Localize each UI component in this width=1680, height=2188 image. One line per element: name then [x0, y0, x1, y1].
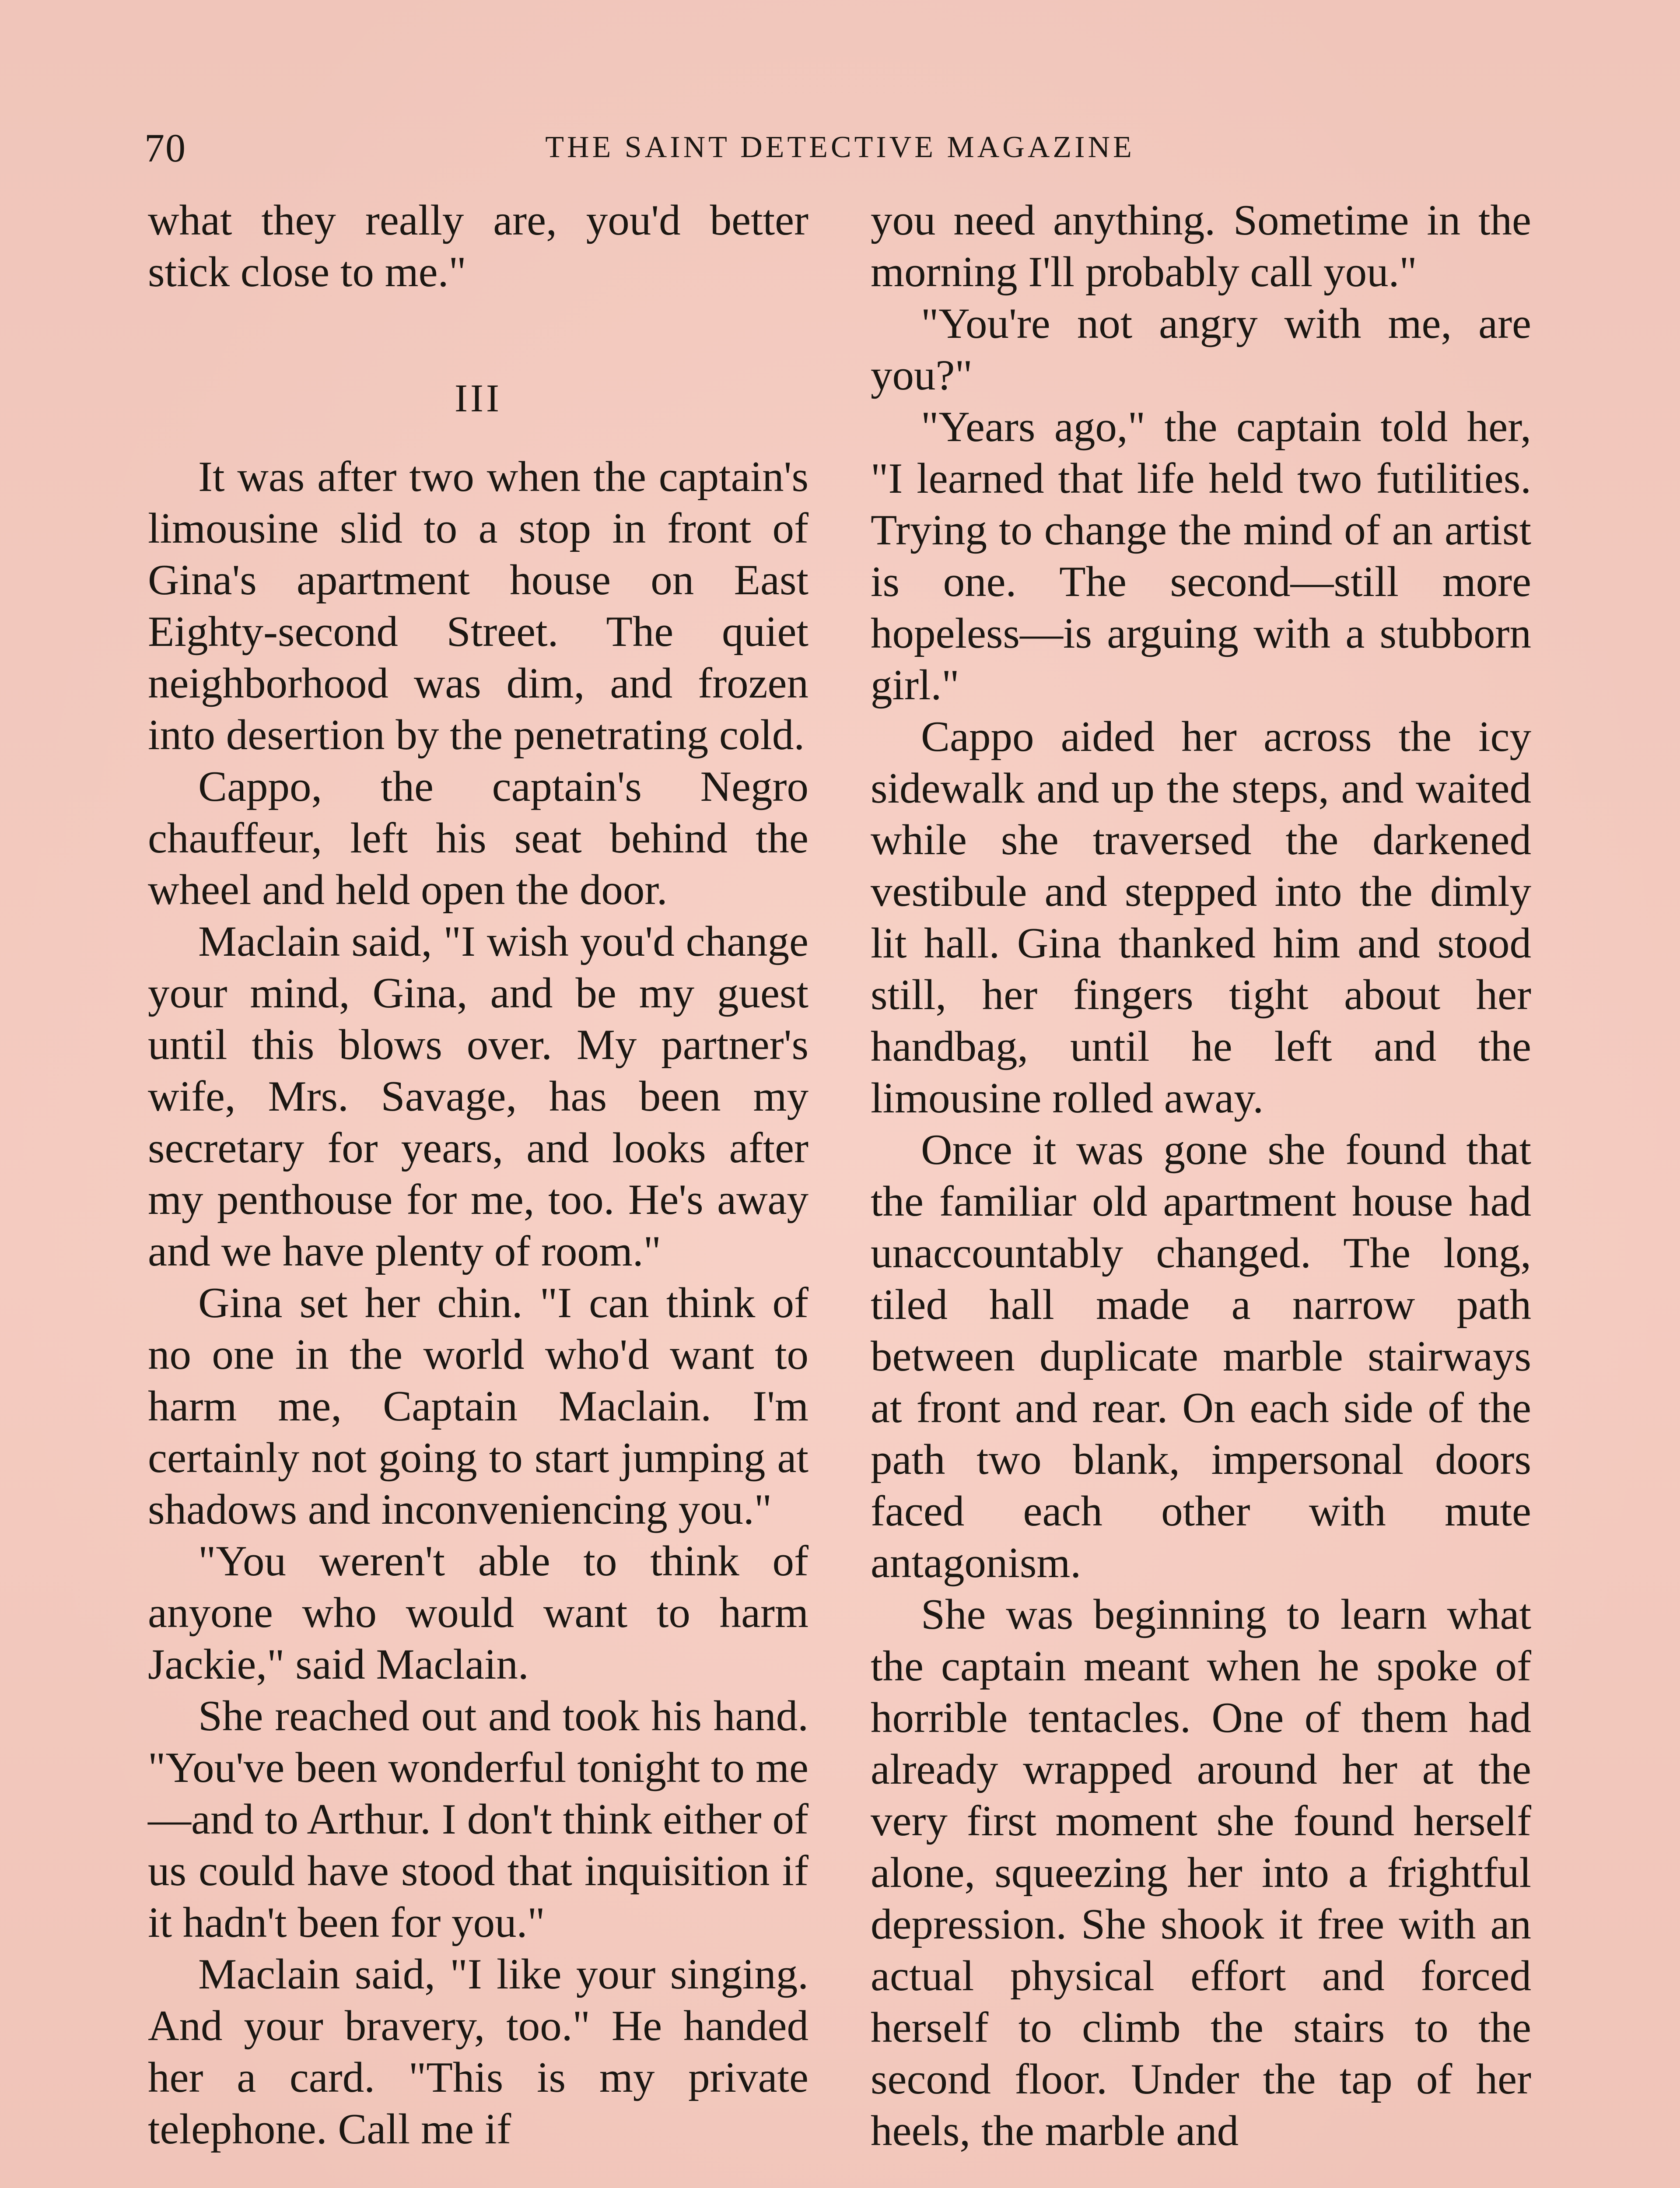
right-column: [871, 195, 1531, 2157]
paragraph: She was beginning to learn what the captain meant when he spoke of horrible tentacles. One of them had already wrapped around her at the very first moment she found herself alone, squeezing her into a frightful depression. She shook it free with an actual physical effort and forced herself to climb the stairs to the second floor. Under the tap of her heels, the marble and: [871, 1591, 1531, 2155]
paragraph: "Years ago," the captain told her, "I learned that life held two futilities. Trying to change the mind of an artist is one. The second—still more hopeless—is arguing with a stubborn girl.": [871, 403, 1531, 709]
paragraph: Once it was gone she found that the familiar old apartment house had unaccountably changed. The long, tiled hall made a narrow path between duplicate marble stairways at front and rear. On each side of the path two blank, impersonal doors faced each other with mute antagonism.: [871, 1126, 1531, 1587]
paragraph: what they really are, you'd better stick close to me.": [148, 196, 808, 296]
paragraph: Maclain said, "I wish you'd change your mind, Gina, and be my guest until this blows over. My partner's wife, Mrs. Savage, has been my secretary for years, and looks after my penthouse for me, too. He's away and we have plenty of room.": [148, 918, 808, 1275]
paragraph: "You're not angry with me, are you?": [871, 300, 1531, 399]
running-head: THE SAINT DETECTIVE MAGAZINE: [545, 130, 1135, 164]
paragraph: Cappo, the captain's Negro chauffeur, left his seat behind the wheel and held open the door.: [148, 763, 808, 914]
paragraph: She reached out and took his hand. "You've been wonderful tonight to me—and to Arthur. I don't think either of us could have stood that inquisition if it hadn't been for you.": [148, 1692, 808, 1946]
paragraph: Cappo aided her across the icy sidewalk and up the steps, and waited while she traversed the darkened vestibule and stepped into the dimly lit hall. Gina thanked him and stood still, her fingers tight about her handbag, until he left and the limousine rolled away.: [871, 713, 1531, 1122]
paragraph: Maclain said, "I like your singing. And your bravery, too." He handed her a card. "This is my private telephone. Call me if: [148, 1950, 808, 2153]
left-column: [148, 195, 808, 2155]
section-heading: III: [455, 377, 502, 420]
paragraph: you need anything. Sometime in the morning I'll probably call you.": [871, 196, 1531, 296]
page-header: [144, 125, 1536, 177]
page-number: 70: [144, 126, 186, 170]
paragraph: It was after two when the captain's limousine slid to a stop in front of Gina's apartment house on East Eighty-second Street. The quiet neighborhood was dim, and frozen into desertion by the penetrating cold.: [148, 453, 808, 759]
paragraph: Gina set her chin. "I can think of no one in the world who'd want to harm me, Captain Maclain. I'm certainly not going to start jumping at shadows and inconveniencing you.": [148, 1279, 808, 1533]
paragraph: "You weren't able to think of anyone who would want to harm Jackie," said Maclain.: [148, 1537, 808, 1688]
